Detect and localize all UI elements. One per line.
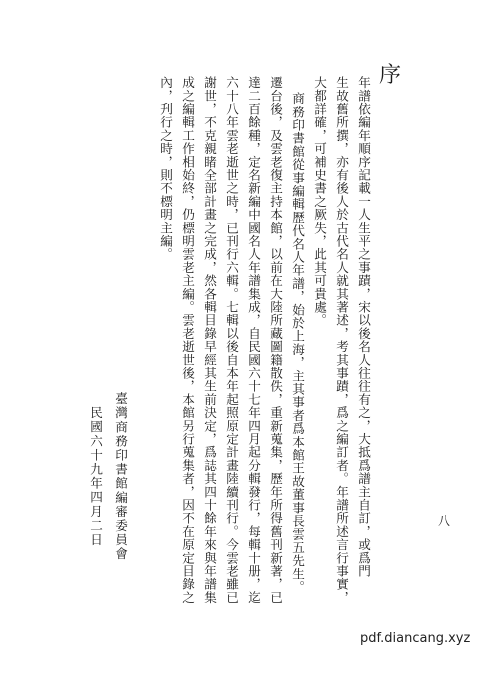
body-column-1: 年譜依編年順序記載一人生平之事蹟，宋以後名人往往有之，大抵爲譜主自訂，或爲門 <box>356 76 371 578</box>
body-column-9: 成之編輯工作相始終，仍標明雲老主編。雲老逝世後，本館另行蒐集者，因不在原定目錄之 <box>180 76 195 604</box>
body-column-7: 六十八年雲老逝世之時，已刊行六輯。七輯以後自本年起照原定計畫陸續刊行。今雲老雖已 <box>224 76 239 604</box>
body-column-10: 內，刋行之時，則不標明主編。 <box>158 76 173 261</box>
body-column-4: 商務印書館從事編輯歷代名人年譜，始於上海，主其事者爲本館王故董事長雲五先生。 <box>290 92 305 594</box>
preface-title: 序 <box>378 63 401 88</box>
page-number: 八 <box>438 514 451 528</box>
body-column-3: 大都詳確，可補史書之厥失，此其可貴處。 <box>312 76 327 327</box>
body-column-2: 生故舊所撰，亦有後人於古代名人就其著述，考其事蹟，爲之編訂者。年譜所述言行事實， <box>334 76 349 604</box>
watermark-text: pdf.diancang.xyz <box>360 631 471 646</box>
body-column-8: 謝世，不克親睹全部計畫之完成，然各輯目錄早經其生前決定，爲誌其四十餘年來與年譜集 <box>202 76 217 604</box>
body-column-5: 遷台後，及雲老復主持本館，以前在大陸所藏圖籍散佚，重新蒐集，歷年所得舊刊新著，已 <box>268 76 283 604</box>
publisher-signature: 臺灣商務印書館編審委員會 <box>113 392 128 562</box>
body-column-6: 達二百餘種，定名新編中國名人年譜集成，自民國六十七年四月起分輯發行，每輯十册，迄 <box>246 76 261 604</box>
signature-date: 民國六十九年四月二日 <box>88 406 103 547</box>
